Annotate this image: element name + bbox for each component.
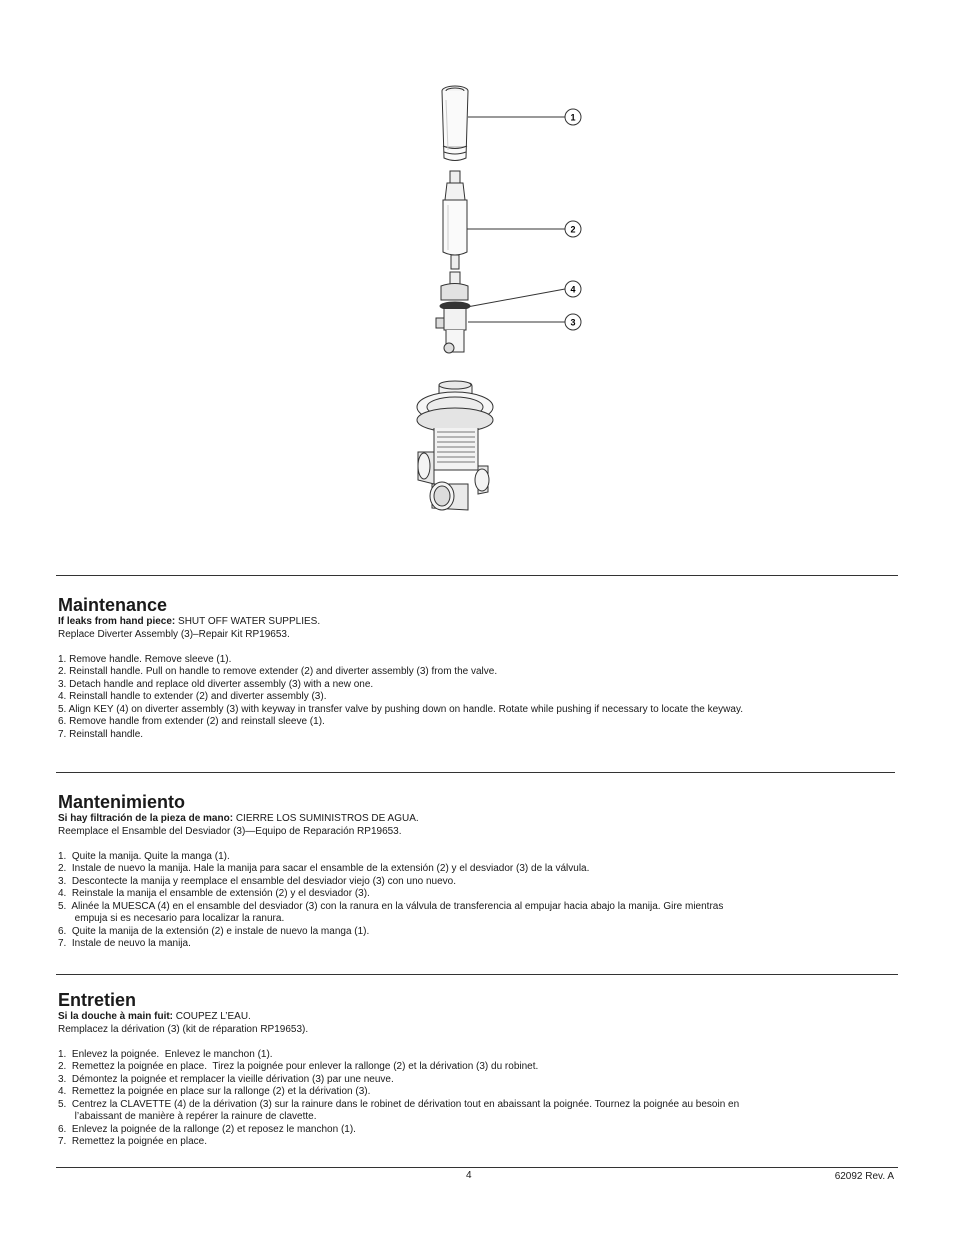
page-number: 4: [466, 1170, 472, 1181]
step-item: 3. Démontez la poignée et remplacer la vieille dérivation (3) par une neuve.: [58, 1073, 394, 1085]
svg-text:3: 3: [570, 317, 576, 328]
warning-label: Si hay filtración de la pieza de mano:: [58, 813, 234, 824]
warning-line: [58, 1011, 898, 1024]
step-item: 2. Instale de nuevo la manija. Hale la manija para sacar el ensamble de la extensión (2) y el desviador (3) de la válvula.: [58, 863, 590, 874]
step-item: 5. Align KEY (4) on diverter assembly (3) with keyway in transfer valve by pushing down on handle. Rotate while pushing if necessary to locate the keyway.: [58, 703, 743, 715]
warning-text: COUPEZ L’EAU.: [173, 1011, 251, 1022]
step-item: 1. Quite la manija. Quite la manga (1).: [58, 850, 230, 862]
step-item: 6. Quite la manija de la extensión (2) e instale de nuevo la manga (1).: [58, 925, 370, 937]
step-item: 7. Instale de neuvo la manija.: [58, 938, 191, 949]
callout-leaders: [467, 117, 565, 322]
mantenimiento-section: [58, 791, 898, 951]
section-divider: [56, 772, 895, 773]
step-item: 4. Reinstale la manija el ensamble de extensión (2) y el desviador (3).: [58, 888, 370, 899]
section-divider: [56, 974, 898, 975]
svg-text:1: 1: [570, 112, 576, 123]
step-item: 6. Remove handle from extender (2) and reinstall sleeve (1).: [58, 716, 325, 727]
step-item: 7. Remettez la poignée en place.: [58, 1136, 207, 1147]
document-number: 62092 Rev. A: [834, 1171, 894, 1182]
step-item: 7. Reinstall handle.: [58, 728, 144, 740]
valve-body-part: [417, 381, 493, 510]
section-divider: [56, 575, 898, 576]
repair-kit-line: Remplacez la dérivation (3) (kit de réparation RP19653).: [58, 1023, 309, 1035]
callout-1: [565, 109, 581, 125]
warning-label: If leaks from hand piece:: [58, 616, 176, 627]
warning-label: Si la douche à main fuit:: [58, 1011, 174, 1022]
entretien-section: [58, 989, 898, 1149]
callout-3: [565, 314, 581, 330]
step-item: 1. Remove handle. Remove sleeve (1).: [58, 653, 232, 665]
step-list: [58, 851, 898, 951]
warning-line: [58, 616, 898, 629]
repair-kit-line: Reemplace el Ensamble del Desviador (3)—Equipo de Reparación RP19653.: [58, 825, 402, 837]
step-list: [58, 1049, 898, 1149]
step-item: 3. Descontecte la manija y reemplace el ensamble del desviador viejo (3) con uno nuevo.: [58, 875, 456, 887]
warning-text: SHUT OFF WATER SUPPLIES.: [175, 616, 321, 627]
warning-text: CIERRE LOS SUMINISTROS DE AGUA.: [233, 813, 419, 824]
callout-2: [565, 221, 581, 237]
extender-part: [443, 171, 467, 269]
callout-4: [565, 281, 581, 297]
step-item: 6. Enlevez la poignée de la rallonge (2) et reposez le manchon (1).: [58, 1123, 356, 1135]
step-list: [58, 654, 898, 742]
step-item: 4. Reinstall handle to extender (2) and diverter assembly (3).: [58, 691, 327, 702]
warning-line: [58, 813, 898, 826]
step-item: 2. Reinstall handle. Pull on handle to remove extender (2) and diverter assembly (3) from the valve.: [58, 666, 498, 677]
section-title: Mantenimiento: [58, 792, 186, 812]
svg-text:4: 4: [570, 284, 576, 295]
repair-kit-line: Replace Diverter Assembly (3)–Repair Kit RP19653.: [58, 628, 290, 640]
footer-divider: [56, 1167, 898, 1168]
section-title: Entretien: [58, 990, 137, 1010]
step-item: 1. Enlevez la poignée. Enlevez le manchon (1).: [58, 1048, 273, 1060]
step-item: 2. Remettez la poignée en place. Tirez la poignée pour enlever la rallonge (2) et la dérivation (3) du robinet.: [58, 1061, 539, 1072]
section-title: Maintenance: [58, 595, 168, 615]
diverter-assembly-part: [436, 272, 470, 353]
exploded-parts-diagram: [400, 70, 600, 530]
sleeve-part: [442, 86, 468, 161]
step-item: 4. Remettez la poignée en place sur la rallonge (2) et la dérivation (3).: [58, 1086, 371, 1097]
step-item: 5. Alinée la MUESCA (4) en el ensamble del desviador (3) con la ranura en la válvula de transferencia al empujar hacia abajo la manija. Gire mientras empuja si es necesario para localizar la ranura.: [58, 900, 724, 924]
step-item: 3. Detach handle and replace old diverter assembly (3) with a new one.: [58, 678, 374, 690]
step-item: 5. Centrez la CLAVETTE (4) de la dérivation (3) sur la rainure dans le robinet de dérivation tout en abaissant la poignée. Tournez la poignée au besoin en l’abaissant de manière à repérer la rainure de clavette.: [58, 1098, 740, 1122]
svg-text:2: 2: [570, 224, 576, 235]
maintenance-section: [58, 594, 898, 741]
